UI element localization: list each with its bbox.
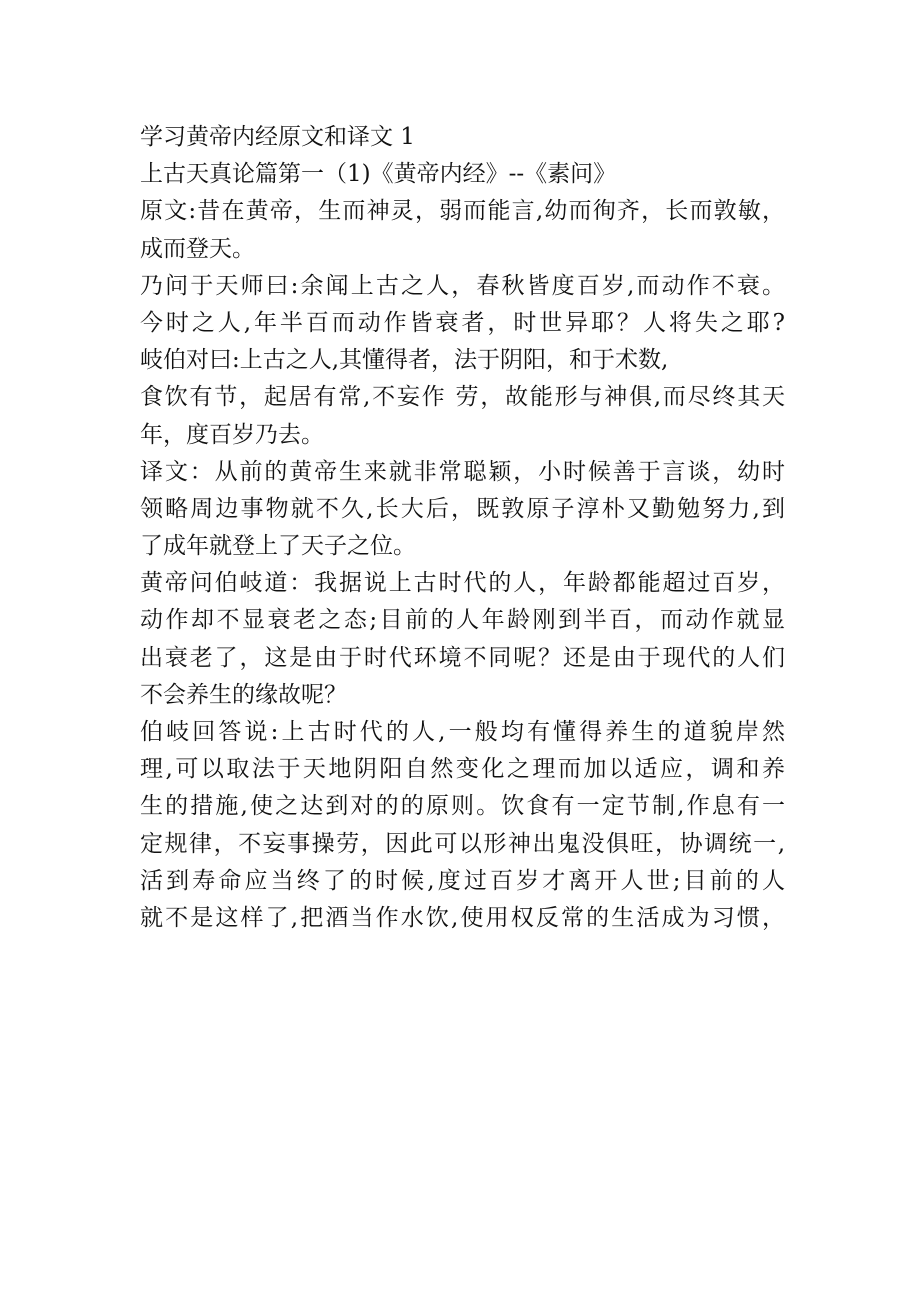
- text-line: 译文：从前的黄帝生来就非常聪颖，小时候善于言谈，幼时: [140, 458, 785, 485]
- text-line: 理,可以取法于天地阴阳自然变化之理而加以适应，调和养: [140, 756, 785, 783]
- text-line: 不会养生的缘故呢？: [140, 681, 347, 708]
- text-line: 生的措施,使之达到对的的原则。饮食有一定节制,作息有一: [140, 793, 785, 820]
- text-line: 出衰老了，这是由于时代环境不同呢？还是由于现代的人们: [140, 644, 785, 671]
- text-line: 动作却不显衰老之态;目前的人年龄刚到半百，而动作就显: [140, 607, 785, 634]
- text-line: 岐伯对曰:上古之人,其懂得者，法于阴阳，和于术数,: [140, 347, 669, 374]
- text-line: 了成年就登上了天子之位。: [140, 533, 416, 560]
- text-line: 定规律，不妄事操劳，因此可以形神出鬼没俱旺，协调统一,: [140, 830, 785, 857]
- document-title: 学习黄帝内经原文和译文 1: [140, 124, 415, 150]
- text-line: 成而登天。: [140, 235, 255, 262]
- chapter-heading: 上古天真论篇第一（1)《黄帝内经》--《素问》: [140, 161, 617, 188]
- document-page: [140, 119, 785, 937]
- text-line: 领略周边事物就不久,长大后，既敦原子淳朴又勤勉努力,到: [140, 495, 785, 522]
- text-line: 就不是这样了,把酒当作水饮,使用权反常的生活成为习惯，: [140, 904, 785, 931]
- text-line: 伯岐回答说:上古时代的人,一般均有懂得养生的道貌岸然: [140, 719, 785, 745]
- text-line: 活到寿命应当终了的时候,度过百岁才离开人世;目前的人: [140, 867, 785, 894]
- text-line: 年，度百岁乃去。: [140, 421, 324, 448]
- text-line: 乃问于天师曰:余闻上古之人，春秋皆度百岁,而动作不衰。: [140, 272, 785, 299]
- text-line: 黄帝问伯岐道：我据说上古时代的人，年龄都能超过百岁，: [140, 570, 785, 597]
- text-line: 食饮有节，起居有常,不妄作 劳，故能形与神俱,而尽终其天: [140, 384, 785, 411]
- text-line: 原文:昔在黄帝，生而神灵，弱而能言,幼而徇齐，长而敦敏，: [140, 198, 785, 225]
- text-line: 今时之人,年半百而动作皆衰者，时世异耶？人将失之耶?: [140, 309, 785, 336]
